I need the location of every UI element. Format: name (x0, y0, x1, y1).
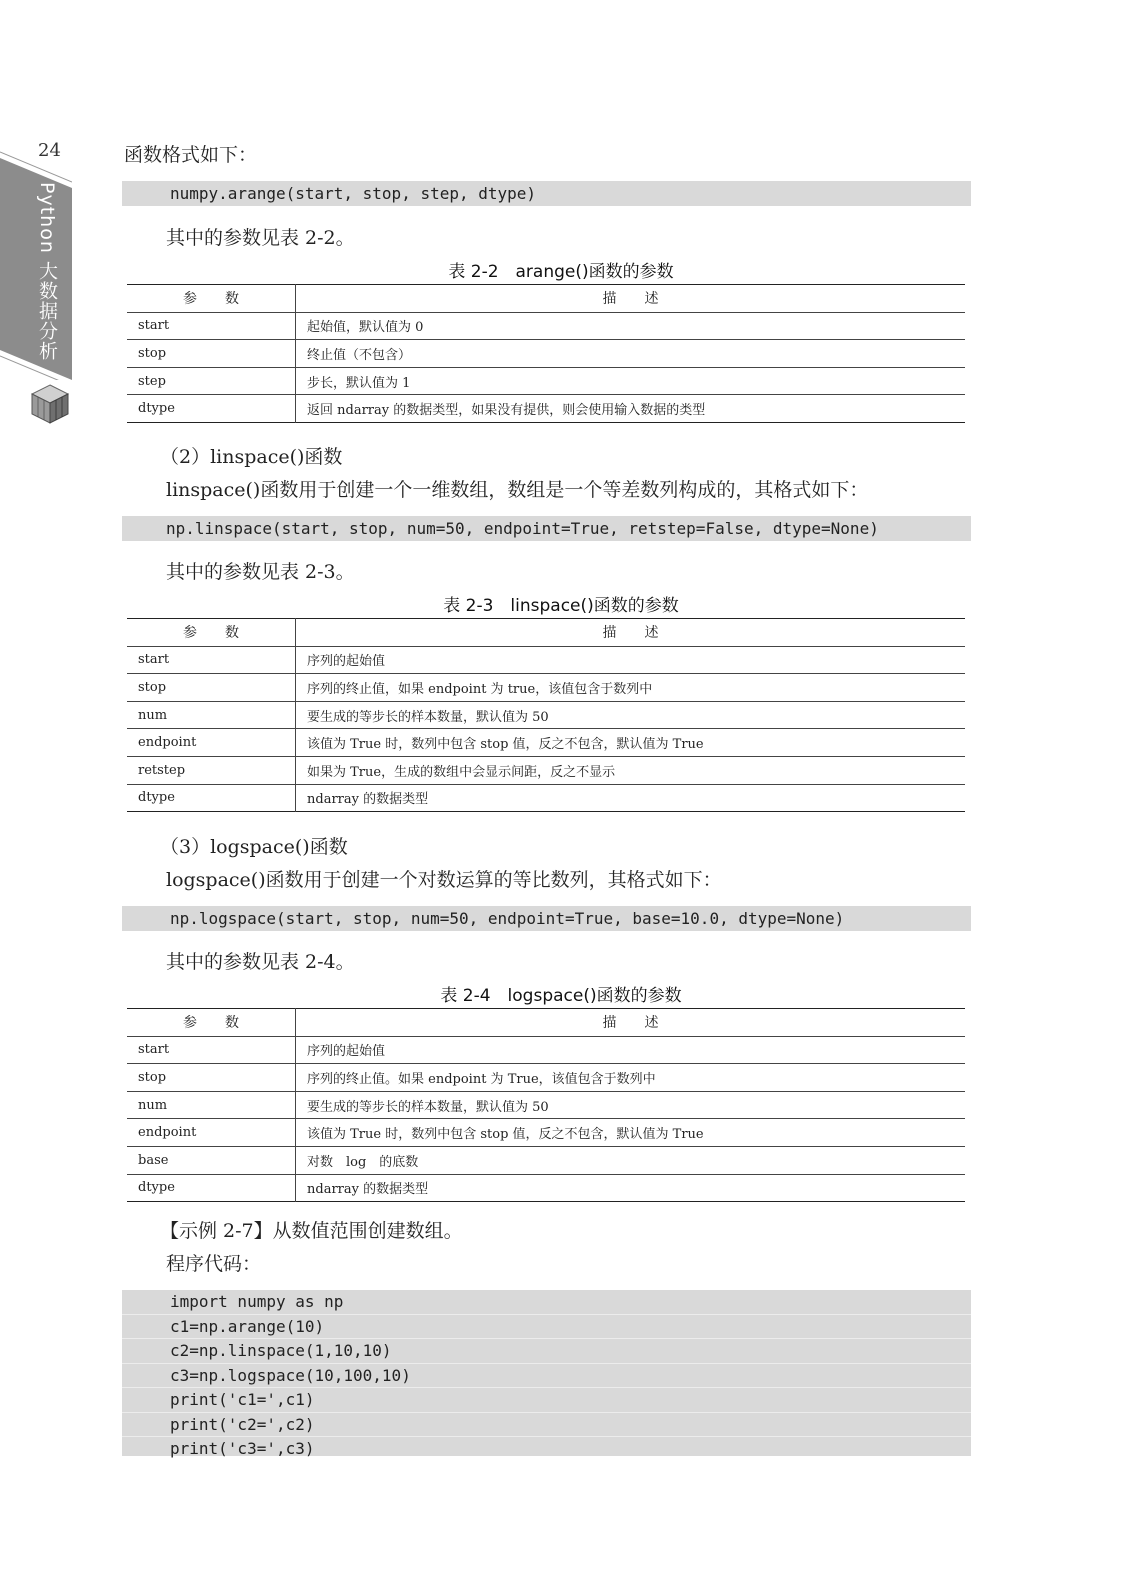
table-row (127, 784, 965, 812)
table-row (127, 395, 965, 423)
param-desc: 终止值（不包含） (296, 340, 966, 368)
param-name: stop (127, 340, 296, 368)
cube-logo-icon (28, 383, 72, 427)
param-desc: 要生成的等步长的样本数量，默认值为 50 (296, 1091, 966, 1119)
code-line: c3=np.logspace(10,100,10) (122, 1364, 971, 1389)
param-desc: 对数 log 的底数 (296, 1146, 966, 1174)
header-desc: 描 述 (296, 1009, 966, 1037)
params-ref-arange: 其中的参数见表 2-2。 (166, 227, 355, 249)
table-row (127, 1091, 965, 1119)
table-row (127, 701, 965, 729)
table-header-row (127, 285, 965, 313)
table-caption-linspace: 表 2-3 linspace()函数的参数 (443, 596, 679, 616)
table-row (127, 367, 965, 395)
page-number: 24 (38, 140, 61, 161)
param-name: stop (127, 674, 296, 702)
code-label: 程序代码： (166, 1253, 262, 1275)
table-caption-logspace: 表 2-4 logspace()函数的参数 (440, 986, 682, 1006)
table-row (127, 1119, 965, 1147)
param-name: dtype (127, 1174, 296, 1202)
desc-logspace: logspace()函数用于创建一个对数运算的等比数列，其格式如下： (166, 869, 722, 891)
code-line: print('c1=',c1) (122, 1388, 971, 1413)
table-row (127, 312, 965, 340)
param-desc: 该值为 True 时，数列中包含 stop 值，反之不包含，默认值为 True (296, 1119, 966, 1147)
heading-logspace: （3）logspace()函数 (160, 836, 348, 858)
param-name: dtype (127, 395, 296, 423)
param-name: stop (127, 1064, 296, 1092)
header-desc: 描 述 (296, 285, 966, 313)
param-desc: 序列的起始值 (296, 1036, 966, 1064)
table-row (127, 674, 965, 702)
header-param: 参 数 (127, 1009, 296, 1037)
param-name: step (127, 367, 296, 395)
header-param: 参 数 (127, 619, 296, 647)
code-line: numpy.arange(start, stop, step, dtype) (170, 184, 537, 203)
heading-linspace: （2）linspace()函数 (160, 446, 343, 468)
code-block-logspace (122, 906, 971, 931)
code-line: print('c3=',c3) (170, 1439, 315, 1458)
param-name: start (127, 312, 296, 340)
param-name: start (127, 1036, 296, 1064)
code-line: c2=np.linspace(1,10,10) (122, 1339, 971, 1364)
param-desc: 序列的起始值 (296, 646, 966, 674)
table-header-row (127, 619, 965, 647)
param-name: num (127, 1091, 296, 1119)
code-block-example (122, 1290, 971, 1456)
param-name: base (127, 1146, 296, 1174)
param-name: start (127, 646, 296, 674)
param-name: dtype (127, 784, 296, 812)
params-ref-linspace: 其中的参数见表 2-3。 (166, 561, 355, 583)
code-line: import numpy as np (122, 1290, 971, 1315)
table-row (127, 1036, 965, 1064)
code-line: print('c2=',c2) (122, 1413, 971, 1438)
desc-linspace: linspace()函数用于创建一个一维数组，数组是一个等差数列构成的，其格式如下： (166, 479, 869, 501)
param-desc: 步长，默认值为 1 (296, 367, 966, 395)
param-desc: 要生成的等步长的样本数量，默认值为 50 (296, 701, 966, 729)
param-desc: 返回 ndarray 的数据类型，如果没有提供，则会使用输入数据的类型 (307, 403, 706, 419)
code-block-linspace (122, 516, 971, 541)
param-table-arange (127, 284, 965, 423)
sidebar-title: Python 大数据分析 (36, 182, 58, 361)
param-desc: ndarray 的数据类型 (307, 792, 429, 808)
code-line: np.linspace(start, stop, num=50, endpoint=True, retstep=False, dtype=None) (166, 519, 879, 538)
param-desc: ndarray 的数据类型 (307, 1182, 429, 1198)
param-desc: 如果为 True，生成的数组中会显示间距，反之不显示 (296, 756, 966, 784)
param-name: endpoint (127, 1119, 296, 1147)
table-row (127, 340, 965, 368)
table-row (127, 756, 965, 784)
params-ref-logspace: 其中的参数见表 2-4。 (166, 951, 355, 973)
param-name: num (127, 701, 296, 729)
param-table-linspace (127, 618, 965, 812)
table-row (127, 729, 965, 757)
param-name: endpoint (127, 729, 296, 757)
code-block-arange (122, 181, 971, 206)
header-desc: 描 述 (296, 619, 966, 647)
table-row (127, 1174, 965, 1202)
example-title: 【示例 2-7】从数值范围创建数组。 (160, 1220, 463, 1242)
table-row (127, 1064, 965, 1092)
param-desc: 序列的终止值，如果 endpoint 为 true，该值包含于数列中 (296, 674, 966, 702)
code-line: np.logspace(start, stop, num=50, endpoint=True, base=10.0, dtype=None) (170, 909, 845, 928)
header-param: 参 数 (127, 285, 296, 313)
param-desc: 该值为 True 时，数列中包含 stop 值，反之不包含，默认值为 True (296, 729, 966, 757)
table-caption-arange: 表 2-2 arange()函数的参数 (448, 262, 674, 282)
param-table-logspace (127, 1008, 965, 1202)
param-desc: 起始值，默认值为 0 (296, 312, 966, 340)
table-row (127, 646, 965, 674)
format-intro: 函数格式如下： (124, 144, 258, 166)
param-name: retstep (127, 756, 296, 784)
code-line: c1=np.arange(10) (122, 1315, 971, 1340)
table-header-row (127, 1009, 965, 1037)
table-row (127, 1146, 965, 1174)
param-desc: 序列的终止值。如果 endpoint 为 True，该值包含于数列中 (296, 1064, 966, 1092)
